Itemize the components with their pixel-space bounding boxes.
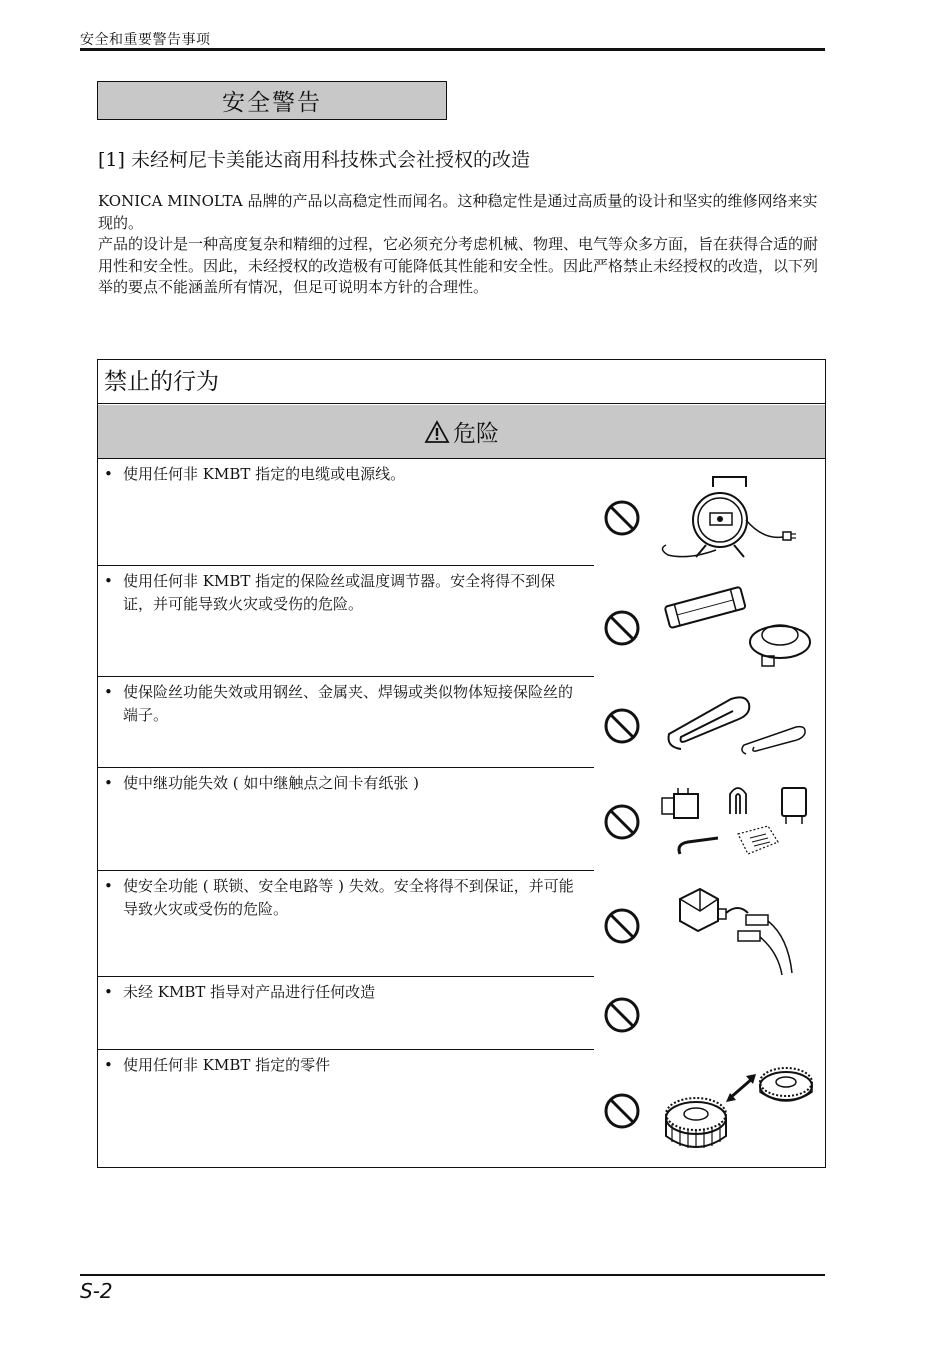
row-text <box>104 570 584 616</box>
danger-label: 危险 <box>453 421 499 447</box>
prohibited-icon <box>603 996 641 1034</box>
table-row <box>98 566 825 676</box>
intro-paragraph-2: 产品的设计是一种高度复杂和精细的过程，它必须充分考虑机械、物理、电气等众多方面，旨在获得合适的耐用性和安全性。因此，未经授权的改造极有可能降低其性能和安全性。因此严格禁止未经授权的改造，以下列举的要点不能涵盖所有情况，但足可说明本方针的合理性。 <box>98 235 819 296</box>
prohibited-actions-table <box>97 359 826 1168</box>
bullet: • <box>104 683 113 701</box>
cable-reel-icon <box>658 465 818 565</box>
table-row <box>98 977 825 1049</box>
bullet: • <box>104 877 113 895</box>
row-text <box>104 681 584 727</box>
row-text <box>104 463 584 486</box>
safety-warning-title-box <box>97 81 447 120</box>
row-text <box>104 772 584 795</box>
row-text-content: 使用任何非 KMBT 指定的零件 <box>123 1056 331 1074</box>
section-heading: [1] 未经柯尼卡美能达商用科技株式会社授权的改造 <box>98 149 530 171</box>
row-text-content: 使安全功能 ( 联锁、安全电路等 ) 失效。安全将得不到保证，并可能导致火灾或受伤的危险。 <box>123 877 574 918</box>
row-text-content: 使保险丝功能失效或用钢丝、金属夹、焊锡或类似物体短接保险丝的端子。 <box>123 683 574 724</box>
table-row <box>98 1050 825 1166</box>
safety-warning-title: 安全警告 <box>222 90 322 116</box>
row-text-content: 使用任何非 KMBT 指定的电缆或电源线。 <box>123 465 406 483</box>
table-row <box>98 677 825 767</box>
table-row <box>98 459 825 565</box>
row-text-content: 使用任何非 KMBT 指定的保险丝或温度调节器。安全将得不到保证，并可能导致火灾或受伤的危险。 <box>123 572 556 613</box>
intro-text <box>98 191 826 299</box>
table-row <box>98 768 825 870</box>
warning-triangle-icon <box>424 420 450 444</box>
bullet: • <box>104 572 113 590</box>
prohibited-icon <box>603 803 641 841</box>
prohibited-icon <box>603 1092 641 1130</box>
row-text-content: 未经 KMBT 指导对产品进行任何改造 <box>123 983 376 1001</box>
table-title: 禁止的行为 <box>98 360 825 404</box>
bullet: • <box>104 465 113 483</box>
bullet: • <box>104 1056 113 1074</box>
prohibited-icon <box>603 907 641 945</box>
gears-icon <box>658 1058 818 1163</box>
prohibited-icon <box>603 707 641 745</box>
interlock-connector-icon <box>670 877 810 977</box>
row-text <box>104 1054 584 1077</box>
footer-rule <box>80 1274 825 1276</box>
page-number: S-2 <box>80 1279 113 1303</box>
bullet: • <box>104 983 113 1001</box>
prohibited-icon <box>603 609 641 647</box>
intro-paragraph-1: KONICA MINOLTA 品牌的产品以高稳定性而闻名。这种稳定性是通过高质量的设计和坚实的维修网络来实现的。 <box>98 192 818 232</box>
row-text <box>104 981 584 1004</box>
paper-clips-icon <box>661 689 816 759</box>
table-row <box>98 871 825 976</box>
relays-icon <box>658 774 818 870</box>
row-text <box>104 875 584 921</box>
fuse-and-thermostat-icon <box>658 572 818 676</box>
row-text-content: 使中继功能失效 ( 如中继触点之间卡有纸张 ) <box>123 774 420 792</box>
prohibited-icon <box>603 499 641 537</box>
header-rule <box>80 48 825 51</box>
running-title: 安全和重要警告事项 <box>80 32 211 48</box>
danger-bar <box>98 405 825 459</box>
bullet: • <box>104 774 113 792</box>
